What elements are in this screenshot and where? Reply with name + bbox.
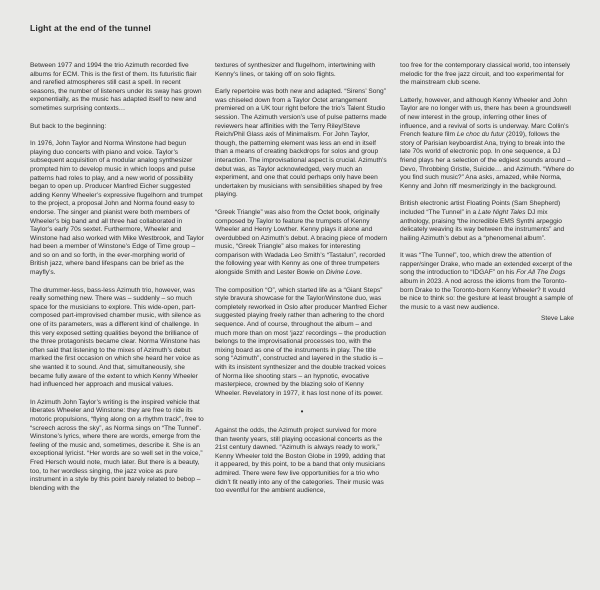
paragraph-text: album in 2023. A nod across the idioms from the Toronto-born Drake to the Toronto-born Kenny Wheeler? It would be nice to think so: the gesture at least brought a sample of the music to a vast new audience. bbox=[400, 278, 574, 311]
paragraph-text: (2019), follows the story of Parisian keyboardist Ana, trying to break into the late 70s world of electronic pop. In one sequence, a DJ friend plays her a selection of the edgiest sounds around – Devo, Throbbing Gristle, Suicide… and Azimuth. “Where do you find such music?” Ana asks, amazed, while Norma, Kenny and John riff mesmerizingly in the background. bbox=[400, 131, 574, 190]
paragraph bbox=[400, 252, 574, 312]
paragraph: Between 1977 and 1994 the trio Azimuth recorded five albums for ECM. This is the first of them. Its futuristic flair and rarefied atmospheres still cast a spell. In recent seasons, the number of listeners under its sway has grown exponentially, as the music has adapted itself to new and sometimes surprising contexts… bbox=[30, 62, 202, 112]
text-column-1 bbox=[30, 62, 204, 502]
text-column-3 bbox=[400, 62, 574, 333]
paragraph-text: British electronic artist Floating Points (Sam Shepherd) included “The Tunnel” in a bbox=[400, 200, 561, 216]
drake-album-italic: For All The Dogs bbox=[516, 269, 566, 277]
paragraph-text: It was “The Tunnel”, too, which drew the attention of rapper/singer Drake, who made an extended excerpt of the song the introduction to “IDGAF” on his bbox=[400, 252, 573, 277]
paragraph: The composition “O”, which started life as a “Giant Steps” style bravura showcase for the Taylor/Winstone duo, was completely reworked in Oslo after producer Manfred Eicher suggested playing freely rather than adhering to the chord sequence. And of course, throughout the album – and much more than on most ‘jazz’ recordings – the production belongs to the improvisational processes too, with the mixing board as one of the instruments in play. The title song “Azimuth”, constructed and layered in the studio is – with its insistent synthesizer and the double tracked voices of Norma like shooting stars – an hypnotic, evocative masterpiece, crowned by the blazing solo of Kenny Wheeler. Revelatory in 1977, it has lost none of its power. bbox=[215, 286, 388, 397]
paragraph-text: Latterly, however, and although Kenny Wheeler and John Taylor are no longer with us, there has been a groundswell of new interest in the group, inferring other lines of influence, and a revival of sorts is underway. Marc Collin’s French feature film bbox=[400, 96, 571, 139]
paragraph: Early repertoire was both new and adapted. “Sirens’ Song” was chiseled down from a Taylor Octet arrangement premiered on a UK tour right before the trio’s Talent Studio session. The Azimuth version’s use of pulse patterns made reviewers hear affinities with the Terry Riley/Steve Reich/Phil Glass axis of Minimalism. For John Taylor, though, the patterning element was less an end in itself than a means of creating backdrops for solos and group interaction. The improvisational aspect is crucial. Azimuth’s debut was, as Taylor acknowledged, very much an experiment, and one that could perhaps only have been undertaken by musicians with sensibilities shaped by free playing. bbox=[215, 88, 387, 199]
author-signature: Steve Lake bbox=[541, 315, 574, 323]
paragraph bbox=[400, 97, 574, 192]
paragraph: textures of synthesizer and flugelhorn, intertwining with Kenny’s lines, or taking off on solo flights. bbox=[215, 62, 376, 78]
paragraph: Against the odds, the Azimuth project survived for more than twenty years, still playing occasional concerts as the 21st century dawned. “Azimuth is always ready to work,” Kenny Wheeler told the Boston Globe in 1999, adding that it appeared, by this point, to be a band that only musicians admired. There were few live opportunities for a trio who didn’t fit neatly into any of the categories. Their music was too eventful for the ambient audience, bbox=[215, 426, 386, 495]
section-separator: • bbox=[300, 407, 304, 417]
paragraph: The drummer-less, bass-less Azimuth trio, however, was really something new. There was – suddenly – so much space for the musicians to explore. This wide-open, part-composed part-improvised chamber music, with silence as one of its parameters, was a different kind of challenge. In this very exposed setting qualities beyond the brilliance of the three protagonists became clear. Norma Winstone has often said that listening to the mixes of Azimuth’s debut marked the first occasion on which she heard her voice as she wanted it to sound. And that, simultaneously, she became fully aware of the extent to which Kenny Wheeler had influenced her approach and musical values. bbox=[30, 286, 201, 389]
paragraph: too free for the contemporary classical world, too intensely melodic for the free jazz circuit, and too experimental for the mainstream club scene. bbox=[400, 62, 571, 87]
paragraph: “Greek Triangle” was also from the Octet book, originally composed by Taylor to feature the trumpets of Kenny Wheeler and Henry Lowther. Kenny plays it alone and overdubbed on Azimuth’s debut. A bracing piece of modern music, “Greek Triangle” also makes for interesting comparison with Wadada Leo Smith’s “Tastalun”, recorded the following year with Kenny as one of three trumpeters alongside Smith and Lester Bowie on Divine Love. bbox=[215, 208, 388, 277]
text-column-2 bbox=[215, 62, 389, 505]
paragraph: But back to the beginning: bbox=[30, 122, 107, 130]
page-title: Light at the end of the tunnel bbox=[30, 23, 151, 33]
album-title-italic: Divine Love bbox=[325, 269, 361, 277]
paragraph bbox=[400, 200, 574, 243]
paragraph-text: DJ mix anthology, praising “the incredible EMS Synthi arpeggio delicately weaving its way between the instruments” and hailing Azimuth’s debut as a “phenomenal album”. bbox=[400, 208, 565, 242]
paragraph: In 1976, John Taylor and Norma Winstone had begun playing duo concerts with piano and voice. Taylor’s subsequent acquisition of a modular analog synthesizer prompted him to develop music in which loops and pulse patterns had roles to play, and a new world of possibility began to open up. Producer Manfred Eicher suggested adding Kenny Wheeler’s expressive flugelhorn and trumpet to the project, a proposal John and Norma found easy to endorse. The singer and pianist were both members of Wheeler’s big band and all three had collaborated in Taylor’s early 70s sextet. Furthermore, Wheeler and Winstone had also worked with Mike Westbrook, and Taylor had been a member of Winstone’s Edge of Time group – and so on and so forth, in the ever-morphing world of British jazz, where band lifespans can be brief as the mayfly’s. bbox=[30, 140, 204, 277]
paragraph: In Azimuth John Taylor’s writing is the inspired vehicle that liberates Wheeler and Winstone: they are free to ride its motoric propulsions, “flying along on a rhythm track”, free to “screech across the sky”, as Norma sings on “The Tunnel”. Winstone’s lyrics, where there are words, emerge from the feeling of the music and, sometimes, describe it. She is an exceptional lyricist. “Her words are so well set in the voice,” Fred Hersch would note, much later. But there is a beauty, too, to her wordless singing, the jazz voice as pure instrument in a style by this point barely related to bebop – blending with the bbox=[30, 398, 204, 492]
anthology-title-italic: Late Night Tales bbox=[478, 208, 526, 216]
paragraph-text: “Greek Triangle” was also from the Octet book, originally composed by Taylor to feature the trumpets of Kenny Wheeler and Henry Lowther. Kenny plays it alone and overdubbed on Azimuth’s debut. A bracing piece of modern music, “Greek Triangle” also makes for interesting comparison with Wadada Leo Smith’s “Tastalun”, recorded the following year with Kenny as one of three trumpeters alongside Smith and Lester Bowie on bbox=[215, 208, 388, 277]
film-title-italic: Le choc du futur bbox=[456, 131, 505, 139]
